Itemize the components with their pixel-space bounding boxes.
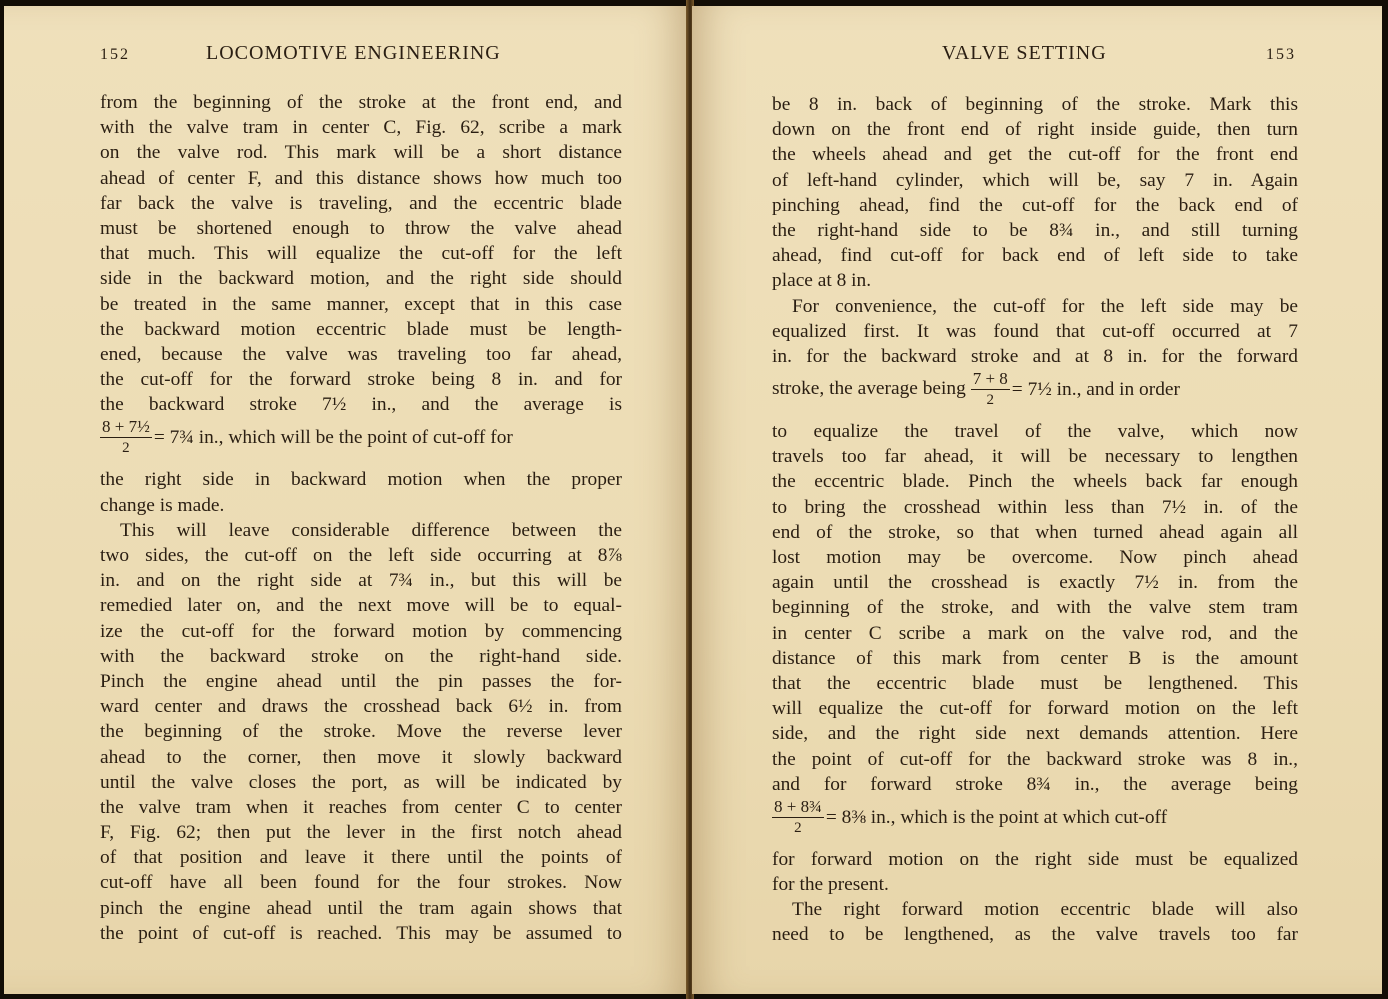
right-paragraph-1 — [772, 92, 1298, 294]
text-line: of that position and leave it there until the points of — [100, 847, 622, 869]
text-line: the point of cut-off is reached. This may be assumed to — [100, 922, 622, 944]
text-line: pinching ahead, find the cut-off for the back end of — [772, 194, 1298, 216]
text-line: ahead, find cut-off for back end of left side to take — [772, 245, 1298, 267]
text-line: in. for the backward stroke and at 8 in. for the forward — [772, 345, 1298, 367]
text-line: must be shortened enough to throw the valve ahead — [100, 217, 622, 239]
right-fraction-2: $\frac{\text{8 + 8¾}}{2}$ — [774, 796, 822, 836]
text-line: the eccentric blade. Pinch the wheels back far enough — [772, 471, 1298, 493]
text-line: the right side in backward motion when the proper — [100, 469, 622, 491]
right-paragraph-3 — [772, 897, 1298, 947]
text-line: remedied later on, and the next move will be to equal- — [100, 595, 622, 617]
text-line: be 8 in. back of beginning of the stroke. Mark this — [772, 94, 1298, 115]
text-line: Pinch the engine ahead until the pin passes the for- — [100, 670, 622, 692]
text-line: side, and the right side next demands attention. Here — [772, 723, 1298, 745]
right-page — [692, 6, 1382, 994]
text-line: until the valve closes the port, as will be indicated by — [100, 771, 622, 793]
text-line: and for forward stroke 8¾ in., the average being — [772, 773, 1298, 795]
text-line: F, Fig. 62; then put the lever in the first notch ahead — [100, 822, 622, 844]
text-line: The right forward motion eccentric blade will also — [792, 899, 1298, 921]
text-line: cut-off have all been found for the four strokes. Now — [100, 872, 622, 894]
text-line: down on the front end of right inside guide, then turn — [772, 119, 1298, 141]
text-line: ahead to the corner, then move it slowly backward — [100, 746, 622, 768]
text-line: beginning of the stroke, and with the valve stem tram — [772, 597, 1298, 619]
text-line: place at 8 in. — [772, 270, 872, 292]
text-line: end of the stroke, so that when turned ahead again all — [772, 521, 1298, 543]
text-line: side in the backward motion, and the right side should — [100, 268, 622, 290]
text-line: need to be lengthened, as the valve travels too far — [772, 924, 1298, 946]
text-line: the valve tram when it reaches from center C to center — [100, 796, 622, 818]
right-body-text — [772, 92, 1298, 948]
left-page-number: 152 — [100, 46, 130, 63]
text-line: ward center and draws the crosshead back 6½ in. from — [100, 696, 622, 718]
right-paragraph-2-end — [772, 847, 1298, 897]
text-line: distance of this mark from center B is the amount — [772, 647, 1298, 669]
left-running-head: LOCOMOTIVE ENGINEERING — [206, 42, 501, 64]
text-line: ize the cut-off for the forward motion by commencing — [100, 620, 622, 642]
text-line: with the valve tram in center C, Fig. 62, scribe a mark — [100, 117, 622, 139]
right-page-number: 153 — [1266, 46, 1296, 63]
text-line: to bring the crosshead within less than 7½ in. of the — [772, 496, 1298, 518]
text-line: travels too far ahead, it will be necessary to lengthen — [772, 446, 1298, 468]
text-line: with the backward stroke on the right-hand side. — [100, 645, 622, 667]
text-line: that much. This will equalize the cut-off for the left — [100, 243, 622, 265]
right-fraction-line-2: $\frac{\text{8 + 8¾}}{2}$ = 8⅜ in., which is the point at which cut-off — [774, 796, 1168, 836]
text-line: again until the crosshead is exactly 7½ in. from the — [772, 572, 1298, 594]
text-line: the point of cut-off for the backward stroke was 8 in., — [772, 748, 1298, 770]
text-line: two sides, the cut-off on the left side occurring at 8⅞ — [100, 545, 622, 566]
left-paragraph-2 — [100, 518, 622, 946]
text-line: for forward motion on the right side must be equalized — [772, 848, 1298, 870]
text-line: the beginning of the stroke. Move the reverse lever — [100, 721, 622, 743]
text-line: the wheels ahead and get the cut-off for the front end — [772, 144, 1298, 166]
text-line: ahead of center F, and this distance shows how much too — [100, 167, 622, 189]
left-paragraph-1-end — [100, 467, 622, 517]
right-paragraph-2-cont — [772, 419, 1298, 797]
text-line: from the beginning of the stroke at the front end, and — [100, 92, 622, 113]
left-paragraph-1 — [100, 90, 622, 417]
text-line: in. and on the right side at 7¾ in., but this will be — [100, 570, 622, 592]
text-line: of left-hand cylinder, which will be, say 7 in. Again — [772, 169, 1298, 191]
text-line: equalized first. It was found that cut-off occurred at 7 — [772, 320, 1298, 342]
left-body-text — [100, 90, 622, 946]
right-fraction-1: $\frac{7 + 8}{2}$ — [972, 369, 1008, 409]
text-line: to equalize the travel of the valve, which now — [772, 421, 1298, 443]
left-fraction: $\frac{\text{8 + 7½}}{2}$ — [102, 417, 150, 457]
right-running-head: VALVE SETTING — [942, 42, 1107, 64]
text-line: pinch the engine ahead until the tram again shows that — [100, 897, 622, 919]
text-line: This will leave considerable difference between the — [120, 519, 622, 541]
text-line: the backward stroke 7½ in., and the average is — [100, 394, 622, 416]
right-paragraph-2 — [772, 294, 1298, 370]
text-line: on the valve rod. This mark will be a short distance — [100, 142, 622, 164]
text-line: for the present. — [772, 874, 889, 896]
left-page — [4, 6, 688, 994]
text-line: ened, because the valve was traveling too far ahead, — [100, 343, 622, 365]
text-line: will equalize the cut-off for forward motion on the left — [772, 698, 1298, 720]
text-line: the right-hand side to be 8¾ in., and still turning — [772, 219, 1298, 241]
text-line: change is made. — [100, 494, 225, 516]
text-line: be treated in the same manner, except that in this case — [100, 293, 622, 315]
text-line: lost motion may be overcome. Now pinch ahead — [772, 547, 1298, 568]
text-line: far back the valve is traveling, and the eccentric blade — [100, 192, 622, 214]
left-fraction-line: $\frac{\text{8 + 7½}}{2}$ = 7¾ in., which will be the point of cut-off for — [102, 417, 513, 457]
text-line: in center C scribe a mark on the valve rod, and the — [772, 622, 1298, 644]
text-line: the backward motion eccentric blade must be length- — [100, 318, 622, 340]
right-fraction-line-1: stroke, the average being $\frac{7 + 8}{2}$ = 7½ in., and in order — [772, 369, 1180, 409]
text-line: For convenience, the cut-off for the left side may be — [792, 295, 1298, 317]
text-line: that the eccentric blade must be lengthened. This — [772, 672, 1298, 694]
text-line: the cut-off for the forward stroke being 8 in. and for — [100, 369, 622, 391]
